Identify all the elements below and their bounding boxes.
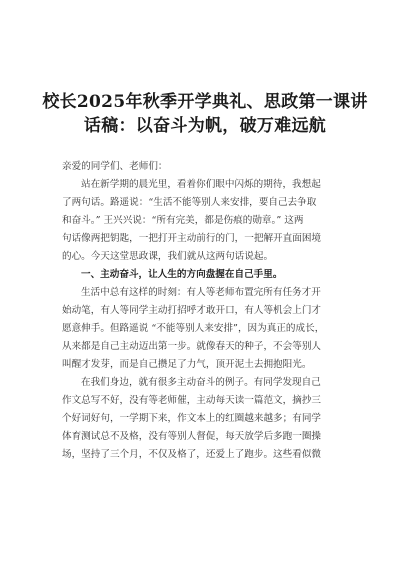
paragraph-2-line: 生活中总有这样的时刻：有人等老师布置完所有任务才开 <box>81 287 321 298</box>
document-title-line-2: 话稿：以奋斗为帆，破万难远航 <box>83 116 327 136</box>
paragraph-3-line: 体育测试总不及格，没有等别人督促，每天放学后多跑一圈操 <box>62 431 322 442</box>
paragraph-2-line: 叫醒才发芽，而是自己攒足了力气，顶开泥土去拥抱阳光。 <box>62 359 312 370</box>
paragraph-2-line: 愿意伸手。但路遥说 “不能等别人来安排”，因为真正的成长， <box>62 323 325 334</box>
paragraph-3-line: 作文总写不好，没有等老师催，主动每天读一篇范文，摘抄三 <box>62 395 322 406</box>
paragraph-3-line: 个好词好句，一学期下来，作文本上的红圈越来越多；有同学 <box>62 413 322 424</box>
paragraph-1-line: 了两句话。路遥说：“生活不能等别人来安排，要自己去争取 <box>62 197 317 208</box>
section-1-heading: 一、主动奋斗，让人生的方向盘握在自己手里。 <box>81 269 283 280</box>
document-body <box>62 158 352 464</box>
paragraph-1-line: 的心。今天这堂思政课，我们就从这两句话说起。 <box>62 251 274 262</box>
paragraph-1-line: 和奋斗。” 王兴兴说：“所有完美，都是伤痕的勋章。” 这两 <box>62 215 304 226</box>
paragraph-3-line: 场，坚持了三个月，不仅及格了，还爱上了跑步。这些看似微 <box>62 449 322 460</box>
paragraph-1-line: 句话像两把钥匙，一把打开主动前行的门，一把解开直面困境 <box>62 233 322 244</box>
paragraph-3-line: 在我们身边，就有很多主动奋斗的例子。有同学发现自己 <box>81 377 321 388</box>
salutation: 亲爱的同学们、老师们： <box>62 161 168 172</box>
paragraph-2-line: 从来都是自己主动迈出第一步。就像春天的种子，不会等别人 <box>62 341 322 352</box>
paragraph-2-line: 始动笔，有人等同学主动打招呼才敢开口，有人等机会上门才 <box>62 305 322 316</box>
document-title-line-1: 校长2025年秋季开学典礼、思政第一课讲 <box>42 92 368 112</box>
paragraph-1-line: 站在新学期的晨光里，看着你们眼中闪烁的期待，我想起 <box>81 179 321 190</box>
